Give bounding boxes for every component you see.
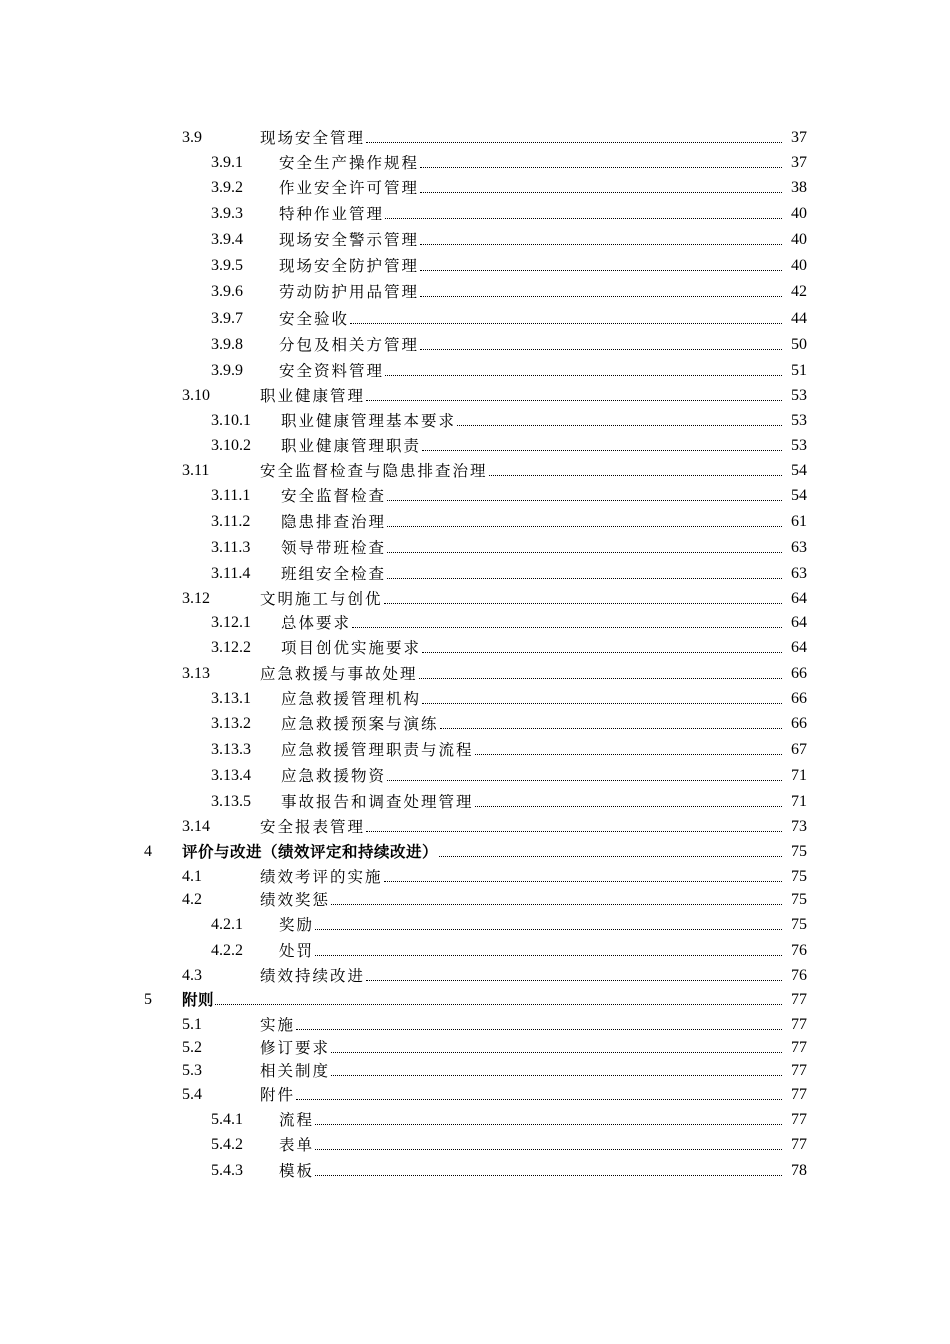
toc-entry-number: 3.11.4 [211,565,251,582]
dot-leader [387,499,782,501]
toc-entry[interactable] [0,889,950,911]
dot-leader [366,399,782,401]
toc-entry-number: 3.12.1 [211,614,251,631]
toc-entry[interactable] [0,713,950,735]
toc-entry-title: 现场安全警示管理 [279,231,420,249]
toc-entry-page-number: 77 [791,991,807,1008]
toc-entry-number: 3.9 [182,129,202,146]
toc-entry[interactable] [0,485,950,507]
toc-entry[interactable] [0,1134,950,1156]
toc-entry-title-line [281,537,782,559]
toc-entry-title: 相关制度 [260,1062,331,1080]
toc-entry-title: 模板 [279,1162,315,1180]
toc-entry-page-number: 77 [791,1086,807,1103]
toc-entry[interactable] [0,866,950,888]
toc-entry-title-line [279,334,782,356]
toc-entry-title-line [279,1134,782,1156]
toc-entry-title-line [260,889,782,911]
toc-entry[interactable] [0,308,950,330]
toc-entry-number: 4.3 [182,967,202,984]
toc-entry-title: 特种作业管理 [279,205,385,223]
toc-entry[interactable] [0,914,950,936]
toc-entry-number: 3.11 [182,462,210,479]
toc-entry-page-number: 66 [791,715,807,732]
toc-entry[interactable] [0,203,950,225]
toc-entry-number: 3.14 [182,818,210,835]
toc-entry-number: 3.13.3 [211,741,251,758]
toc-entry-page-number: 71 [791,793,807,810]
dot-leader [475,805,782,807]
toc-entry-number: 3.11.1 [211,487,251,504]
toc-entry[interactable] [0,688,950,710]
dot-leader [387,551,782,553]
dot-leader [296,1098,782,1100]
toc-entry-title: 附则 [182,990,215,1009]
toc-entry-title: 安全报表管理 [260,818,366,836]
dot-leader [420,295,782,297]
toc-entry-title: 总体要求 [281,614,352,632]
dot-leader [296,1028,782,1030]
toc-entry[interactable] [0,385,950,407]
toc-entry[interactable] [0,1014,950,1036]
dot-leader [420,269,782,271]
dot-leader [331,903,782,905]
toc-entry[interactable] [0,637,950,659]
dot-leader [315,1174,782,1176]
toc-entry-page-number: 75 [791,891,807,908]
toc-entry-page-number: 40 [791,205,807,222]
toc-entry-page-number: 66 [791,690,807,707]
toc-entry-title-line [279,914,782,936]
toc-entry-number: 3.9.6 [211,283,243,300]
toc-entry[interactable] [0,229,950,251]
toc-entry[interactable] [0,127,950,149]
dot-leader [331,1051,782,1053]
toc-entry[interactable] [0,989,950,1011]
toc-entry-number: 3.12.2 [211,639,251,656]
toc-entry-title-line [260,1014,782,1036]
dot-leader [384,602,782,604]
toc-entry-title: 事故报告和调查处理管理 [281,793,474,811]
toc-entry-number: 3.12 [182,590,210,607]
toc-entry-title: 评价与改进（绩效评定和持续改进） [182,842,439,861]
toc-entry-number: 3.13 [182,665,210,682]
toc-entry[interactable] [0,765,950,787]
toc-entry[interactable] [0,1109,950,1131]
toc-entry[interactable] [0,816,950,838]
toc-entry-title: 绩效考评的实施 [260,868,383,886]
toc-entry-title-line [279,940,782,962]
toc-entry-number: 3.13.4 [211,767,251,784]
toc-entry-title-line [260,1060,782,1082]
toc-entry-page-number: 54 [791,462,807,479]
toc-entry-title-line [281,739,782,761]
dot-leader [440,727,782,729]
toc-entry-title: 处罚 [279,942,315,960]
toc-entry-page-number: 37 [791,129,807,146]
dot-leader [315,1123,782,1125]
toc-entry[interactable] [0,410,950,432]
toc-entry[interactable] [0,281,950,303]
toc-entry-title-line [281,637,782,659]
toc-entry-title: 安全生产操作规程 [279,154,420,172]
toc-entry-title-line [182,989,782,1011]
toc-entry-page-number: 63 [791,565,807,582]
toc-entry[interactable] [0,152,950,174]
toc-entry-title-line [260,385,782,407]
toc-entry-title: 绩效奖惩 [260,891,331,909]
toc-entry-page-number: 77 [791,1136,807,1153]
toc-entry[interactable] [0,360,950,382]
toc-entry-number: 3.11.3 [211,539,251,556]
toc-entry-title-line [279,1109,782,1131]
toc-entry-number: 3.11.2 [211,513,251,530]
toc-entry-title: 职业健康管理职责 [281,437,422,455]
toc-entry-title-line [281,765,782,787]
toc-entry-title: 安全验收 [279,310,350,328]
dot-leader [420,348,782,350]
dot-leader [315,954,782,956]
toc-entry-page-number: 51 [791,362,807,379]
toc-entry-number: 3.9.3 [211,205,243,222]
dot-leader [352,626,782,628]
toc-entry-title: 附件 [260,1086,296,1104]
toc-entry-title: 领导带班检查 [281,539,387,557]
dot-leader [439,855,782,857]
dot-leader [419,677,782,679]
dot-leader [385,217,782,219]
toc-entry-title: 应急救援管理机构 [281,690,422,708]
toc-entry-title-line [260,588,782,610]
toc-entry-number: 3.9.8 [211,336,243,353]
toc-entry-title-line [260,816,782,838]
toc-entry-title-line [281,563,782,585]
toc-entry-title: 应急救援管理职责与流程 [281,741,474,759]
toc-entry[interactable] [0,334,950,356]
dot-leader [215,1003,782,1005]
toc-entry-number: 5.4.3 [211,1162,243,1179]
toc-entry-page-number: 75 [791,868,807,885]
toc-entry-title-line [281,688,782,710]
toc-entry[interactable] [0,537,950,559]
toc-entry[interactable] [0,435,950,457]
dot-leader [387,779,782,781]
toc-entry-page-number: 64 [791,590,807,607]
toc-entry-title: 分包及相关方管理 [279,336,420,354]
toc-entry-page-number: 66 [791,665,807,682]
toc-entry-title-line [281,410,782,432]
dot-leader [350,322,782,324]
toc-entry-number: 5.1 [182,1016,202,1033]
toc-entry-number: 3.13.5 [211,793,251,810]
toc-entry-title-line [260,866,782,888]
toc-entry-title-line [260,965,782,987]
toc-entry-page-number: 53 [791,437,807,454]
toc-entry-page-number: 64 [791,614,807,631]
toc-entry[interactable] [0,663,950,685]
toc-entry-title: 项目创优实施要求 [281,639,422,657]
toc-entry-title-line [260,127,782,149]
toc-entry-title: 绩效持续改进 [260,967,366,985]
toc-entry-number: 3.10 [182,387,210,404]
toc-entry-title: 应急救援与事故处理 [260,665,418,683]
toc-entry-title-line [260,1037,782,1059]
toc-entry[interactable] [0,965,950,987]
dot-leader [366,141,782,143]
toc-entry-title: 应急救援预案与演练 [281,715,439,733]
toc-entry-title-line [279,203,782,225]
dot-leader [366,830,782,832]
toc-entry-page-number: 63 [791,539,807,556]
toc-entry-page-number: 71 [791,767,807,784]
toc-entry-number: 5.4.1 [211,1111,243,1128]
toc-entry-page-number: 76 [791,967,807,984]
dot-leader [331,1074,782,1076]
toc-entry-page-number: 38 [791,179,807,196]
toc-entry-number: 5.4 [182,1086,202,1103]
toc-entry-title-line [279,360,782,382]
toc-entry[interactable] [0,841,950,863]
dot-leader [385,374,782,376]
toc-entry[interactable] [0,588,950,610]
toc-entry-title-line [260,1084,782,1106]
toc-entry-page-number: 73 [791,818,807,835]
toc-entry[interactable] [0,739,950,761]
toc-entry-number: 3.10.1 [211,412,251,429]
toc-entry-page-number: 42 [791,283,807,300]
dot-leader [315,928,782,930]
dot-leader [384,880,782,882]
toc-entry-title-line [260,663,782,685]
toc-entry-title: 应急救援物资 [281,767,387,785]
dot-leader [489,474,782,476]
toc-entry-page-number: 44 [791,310,807,327]
toc-entry-title-line [279,1160,782,1182]
toc-entry-title-line [260,460,782,482]
toc-entry-page-number: 77 [791,1016,807,1033]
toc-entry-page-number: 75 [791,843,807,860]
toc-entry-title: 职业健康管理 [260,387,366,405]
toc-entry-number: 5.2 [182,1039,202,1056]
toc-entry-title: 安全资料管理 [279,362,385,380]
toc-entry-title-line [279,255,782,277]
toc-entry-title: 实施 [260,1016,296,1034]
toc-entry-page-number: 50 [791,336,807,353]
toc-entry-title: 作业安全许可管理 [279,179,420,197]
toc-entry-page-number: 77 [791,1039,807,1056]
dot-leader [475,753,782,755]
toc-entry-title: 隐患排查治理 [281,513,387,531]
toc-entry-number: 3.13.2 [211,715,251,732]
toc-entry[interactable] [0,791,950,813]
dot-leader [422,449,782,451]
toc-entry-title: 流程 [279,1111,315,1129]
toc-entry-number: 3.9.4 [211,231,243,248]
toc-entry[interactable] [0,460,950,482]
toc-entry-title-line [279,281,782,303]
toc-entry-page-number: 77 [791,1062,807,1079]
toc-entry-page-number: 37 [791,154,807,171]
toc-entry[interactable] [0,255,950,277]
toc-entry-number: 3.9.2 [211,179,243,196]
toc-entry-title: 文明施工与创优 [260,590,383,608]
dot-leader [420,191,782,193]
toc-entry-title-line [279,177,782,199]
dot-leader [420,166,782,168]
toc-entry-page-number: 67 [791,741,807,758]
toc-entry-title: 职业健康管理基本要求 [281,412,457,430]
toc-entry-title: 班组安全检查 [281,565,387,583]
toc-entry-title-line [279,152,782,174]
toc-entry-number: 5 [144,991,152,1008]
toc-entry-number: 3.9.5 [211,257,243,274]
toc-entry-title: 安全监督检查 [281,487,387,505]
dot-leader [387,525,782,527]
toc-entry[interactable] [0,177,950,199]
toc-entry-number: 5.4.2 [211,1136,243,1153]
toc-entry-title: 安全监督检查与隐患排查治理 [260,462,488,480]
toc-entry-number: 3.10.2 [211,437,251,454]
dot-leader [420,243,782,245]
toc-entry-title: 现场安全管理 [260,129,366,147]
toc-entry-title-line [279,229,782,251]
dot-leader [457,424,782,426]
toc-entry-number: 4 [144,843,152,860]
toc-entry-title: 现场安全防护管理 [279,257,420,275]
toc-entry-title: 修订要求 [260,1039,331,1057]
toc-entry-page-number: 76 [791,942,807,959]
toc-entry-title: 奖励 [279,916,315,934]
toc-entry-number: 4.2.2 [211,942,243,959]
toc-entry-number: 4.2.1 [211,916,243,933]
toc-entry-page-number: 53 [791,387,807,404]
toc-entry-number: 3.13.1 [211,690,251,707]
toc-entry[interactable] [0,511,950,533]
toc-entry-number: 4.2 [182,891,202,908]
toc-entry[interactable] [0,1060,950,1082]
toc-entry-page-number: 77 [791,1111,807,1128]
toc-entry-title-line [281,612,782,634]
toc-entry-number: 3.9.1 [211,154,243,171]
toc-entry-title-line [281,791,782,813]
toc-entry[interactable] [0,1037,950,1059]
toc-entry-number: 5.3 [182,1062,202,1079]
toc-entry-number: 4.1 [182,868,202,885]
dot-leader [422,651,782,653]
toc-entry-title: 劳动防护用品管理 [279,283,420,301]
dot-leader [315,1148,782,1150]
toc-entry-page-number: 40 [791,231,807,248]
toc-entry-title-line [281,435,782,457]
toc-entry-title-line [281,511,782,533]
toc-entry-number: 3.9.7 [211,310,243,327]
dot-leader [366,979,782,981]
toc-entry-page-number: 75 [791,916,807,933]
toc-entry-page-number: 53 [791,412,807,429]
toc-entry[interactable] [0,612,950,634]
toc-entry-page-number: 64 [791,639,807,656]
toc-entry[interactable] [0,563,950,585]
toc-entry[interactable] [0,1084,950,1106]
toc-entry-page-number: 61 [791,513,807,530]
toc-entry-title: 表单 [279,1136,315,1154]
toc-entry[interactable] [0,940,950,962]
toc-entry[interactable] [0,1160,950,1182]
toc-entry-title-line [182,841,782,863]
toc-entry-number: 3.9.9 [211,362,243,379]
toc-entry-title-line [281,713,782,735]
dot-leader [387,577,782,579]
toc-entry-title-line [281,485,782,507]
toc-entry-page-number: 78 [791,1162,807,1179]
dot-leader [422,702,782,704]
toc-entry-title-line [279,308,782,330]
toc-entry-page-number: 40 [791,257,807,274]
toc-entry-page-number: 54 [791,487,807,504]
